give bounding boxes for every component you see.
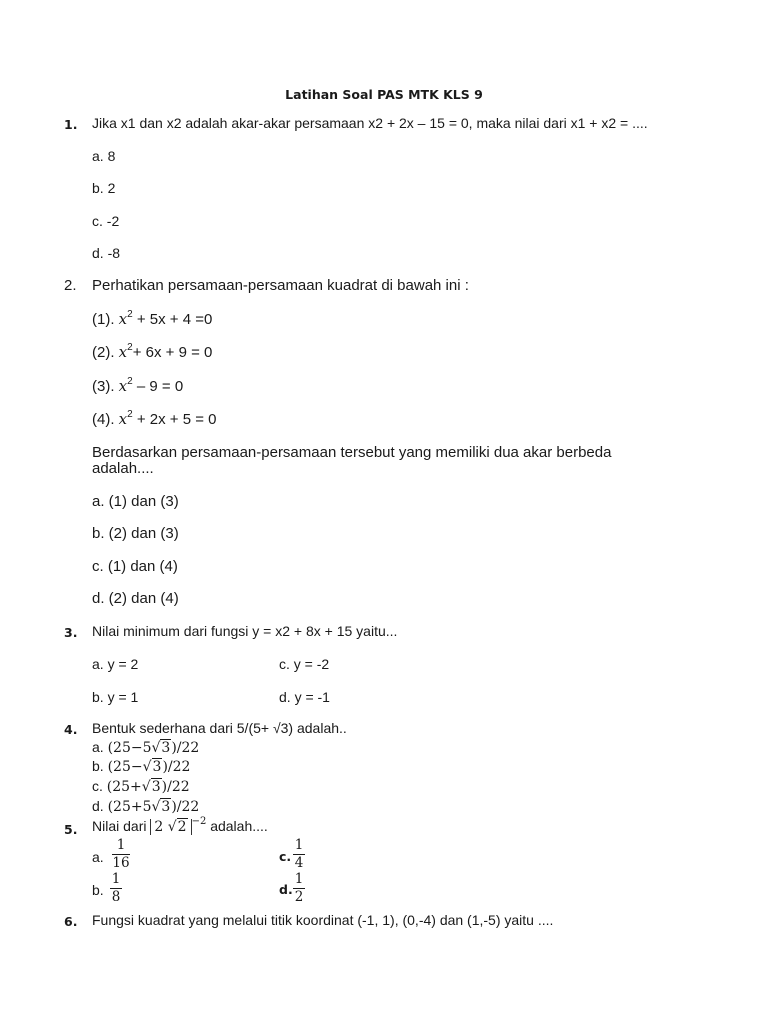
expression-end: )/22 — [171, 740, 200, 756]
equation-exponent: 2 — [127, 409, 133, 420]
numerator: 1 — [111, 871, 121, 887]
question-3-option-a: a. y = 2 — [92, 656, 139, 672]
question-1-option-a: a. 8 — [92, 148, 116, 164]
question-1-option-b: b. 2 — [92, 180, 116, 196]
option-letter: b. — [92, 758, 104, 774]
square-root-value: 3 — [151, 779, 161, 795]
expression-end: )/22 — [171, 799, 200, 815]
expression-start: (25− — [107, 759, 143, 775]
question-1-option-d: d. -8 — [92, 245, 121, 261]
equation-exponent: 2 — [127, 309, 133, 320]
question-5-suffix: adalah.... — [206, 818, 268, 834]
question-2-option-a: a. (1) dan (3) — [92, 493, 179, 510]
question-5-option-a-fraction — [112, 838, 130, 871]
question-6-text: Fungsi kuadrat yang melalui titik koordinat (-1, 1), (0,-4) dan (1,-5) yaitu .... — [92, 912, 554, 928]
question-2-option-d: d. (2) dan (4) — [92, 590, 179, 607]
numerator: 1 — [294, 837, 304, 853]
question-5-option-b-letter: b. — [92, 882, 104, 898]
question-2-statement-line-2: adalah.... — [92, 460, 154, 477]
question-3-number: 3. — [64, 625, 78, 640]
question-4-text: Bentuk sederhana dari 5/(5+ √3) adalah.. — [92, 720, 347, 736]
question-1-option-c: c. -2 — [92, 213, 120, 229]
equation-variable: x — [118, 310, 128, 328]
square-root-value: 3 — [161, 799, 171, 815]
question-2-text: Perhatikan persamaan-persamaan kuadrat di bawah ini : — [92, 277, 469, 294]
question-2-equation-2 — [92, 343, 212, 361]
equation-variable: x — [118, 343, 128, 361]
question-6-number: 6. — [64, 914, 78, 929]
equation-exponent: 2 — [127, 342, 133, 353]
question-3-option-d: d. y = -1 — [279, 689, 330, 705]
expression-end: )/22 — [162, 759, 191, 775]
question-3-text: Nilai minimum dari fungsi y = x2 + 8x + 15 yaitu... — [92, 623, 398, 639]
page-title: Latihan Soal PAS MTK KLS 9 — [285, 87, 483, 102]
option-letter: a. — [92, 739, 104, 755]
equation-label: (2). — [92, 344, 119, 361]
question-4-option-b — [92, 758, 190, 775]
abs-coefficient: 2 — [154, 819, 168, 835]
question-2-statement-line-1: Berdasarkan persamaan-persamaan tersebut yang memiliki dua akar berbeda — [92, 444, 612, 461]
question-3-option-c: c. y = -2 — [279, 656, 330, 672]
question-5-option-b-fraction — [110, 872, 122, 905]
question-2-equation-3 — [92, 377, 183, 395]
square-root-value: 2 — [177, 819, 187, 835]
numerator: 1 — [116, 837, 126, 853]
equation-label: (1). — [92, 311, 119, 328]
square-root-value: 3 — [152, 759, 162, 775]
square-root-value: 3 — [161, 740, 171, 756]
option-expression: (25+√3)/22 — [106, 779, 190, 795]
equation-rest: + 2x + 5 = 0 — [132, 411, 217, 428]
question-2-number: 2. — [64, 277, 77, 294]
option-expression: (25+5√3)/22 — [107, 799, 200, 815]
question-2-equation-4 — [92, 410, 217, 428]
question-5-number: 5. — [64, 822, 78, 837]
question-5-option-c-letter: c. — [279, 849, 292, 864]
expression-end: )/22 — [161, 779, 190, 795]
question-5-option-d-letter: d. — [279, 882, 293, 897]
equation-rest: + 5x + 4 =0 — [132, 311, 213, 328]
question-2-option-b: b. (2) dan (3) — [92, 525, 179, 542]
question-5-text — [92, 818, 268, 835]
option-letter: c. — [92, 778, 103, 794]
exponent: −2 — [191, 816, 207, 827]
question-1-text: Jika x1 dan x2 adalah akar-akar persamaan x2 + 2x – 15 = 0, maka nilai dari x1 + x2 = .... — [92, 115, 648, 131]
question-5-option-d-fraction — [293, 872, 305, 905]
denominator: 4 — [294, 855, 304, 871]
question-4-option-c — [92, 778, 190, 795]
denominator: 2 — [294, 889, 304, 905]
absolute-value-expression: 2 √2 — [150, 819, 191, 835]
question-4-option-d — [92, 798, 199, 815]
question-5-option-c-fraction — [293, 838, 305, 871]
expression-start: (25+5 — [107, 799, 152, 815]
question-1-number: 1. — [64, 117, 78, 132]
question-4-option-a — [92, 739, 199, 756]
numerator: 1 — [294, 871, 304, 887]
expression-start: (25+ — [106, 779, 142, 795]
equation-variable: x — [118, 377, 128, 395]
option-expression: (25−5√3)/22 — [107, 740, 200, 756]
denominator: 8 — [111, 889, 121, 905]
question-2-equation-1 — [92, 310, 212, 328]
option-expression: (25−√3)/22 — [107, 759, 191, 775]
equation-label: (3). — [92, 378, 119, 395]
denominator: 16 — [112, 855, 130, 871]
question-4-number: 4. — [64, 722, 78, 737]
equation-rest: – 9 = 0 — [132, 378, 184, 395]
equation-rest: + 6x + 9 = 0 — [132, 344, 213, 361]
question-3-option-b: b. y = 1 — [92, 689, 139, 705]
question-2-option-c: c. (1) dan (4) — [92, 558, 178, 575]
expression-start: (25−5 — [107, 740, 152, 756]
equation-label: (4). — [92, 411, 119, 428]
option-letter: d. — [92, 798, 104, 814]
question-5-option-a-letter: a. — [92, 849, 104, 865]
equation-exponent: 2 — [127, 376, 133, 387]
equation-variable: x — [118, 410, 128, 428]
question-5-prefix: Nilai dari — [92, 818, 151, 834]
